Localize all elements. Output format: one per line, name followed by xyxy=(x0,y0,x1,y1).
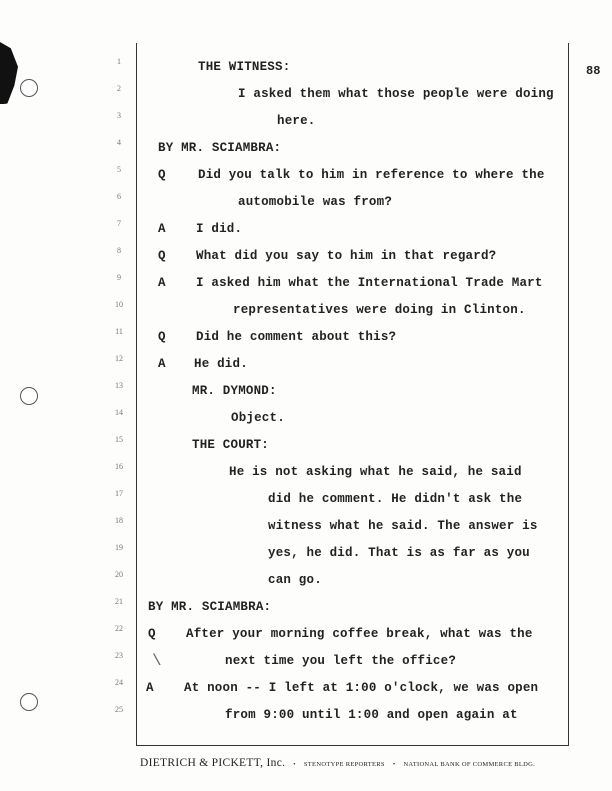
line-number: 16 xyxy=(115,462,123,471)
footer-separator: • xyxy=(392,761,396,768)
transcript-line: He is not asking what he said, he said xyxy=(229,465,522,479)
transcript-line: BY MR. SCIAMBRA: xyxy=(148,600,272,614)
speaker-label: Q xyxy=(158,168,166,182)
transcript-line: from 9:00 until 1:00 and open again at xyxy=(225,708,518,722)
footer-location: NATIONAL BANK OF COMMERCE BLDG. xyxy=(403,761,536,768)
speaker-label: Q xyxy=(158,249,166,263)
footer-service: STENOTYPE REPORTERS xyxy=(303,761,385,768)
speaker-label: A xyxy=(158,222,166,236)
line-number: 12 xyxy=(115,354,123,363)
line-number: 14 xyxy=(115,408,123,417)
line-number: 10 xyxy=(115,300,123,309)
transcript-line: MR. DYMOND: xyxy=(192,384,277,398)
line-number: 18 xyxy=(115,516,123,525)
transcript-line: BY MR. SCIAMBRA: xyxy=(158,141,282,155)
speaker-label: Q xyxy=(158,330,166,344)
transcript-line: THE WITNESS: xyxy=(198,60,291,74)
speaker-label: Q xyxy=(148,627,156,641)
transcript-line: At noon -- I left at 1:00 o'clock, we was open xyxy=(184,681,539,695)
punch-hole-top xyxy=(20,79,38,97)
line-number: 4 xyxy=(117,138,121,147)
transcript-line: After your morning coffee break, what was the xyxy=(186,627,533,641)
footer-firm: DIETRICH & PICKETT, Inc. xyxy=(140,757,286,769)
line-number: 17 xyxy=(115,489,123,498)
line-number: 6 xyxy=(117,192,121,201)
line-number: 15 xyxy=(115,435,123,444)
line-number: 20 xyxy=(115,570,123,579)
line-number: 21 xyxy=(115,597,123,606)
line-number: 25 xyxy=(115,705,123,714)
punch-hole-bottom xyxy=(20,693,38,711)
speaker-label: A xyxy=(158,276,166,290)
transcript-line: witness what he said. The answer is xyxy=(268,519,538,533)
line-number: 22 xyxy=(115,624,123,633)
transcript-line: He did. xyxy=(194,357,248,371)
line-number: 9 xyxy=(117,273,121,282)
transcript-line: I asked them what those people were doing xyxy=(238,87,554,101)
line-number: 23 xyxy=(115,651,123,660)
transcript-line: Did he comment about this? xyxy=(196,330,397,344)
transcript-line: can go. xyxy=(268,573,322,587)
line-number: 19 xyxy=(115,543,123,552)
transcript-line: I did. xyxy=(196,222,243,236)
transcript-line: Object. xyxy=(231,411,285,425)
transcript-line: yes, he did. That is as far as you xyxy=(268,546,530,560)
line-number: 3 xyxy=(117,111,121,120)
transcript-line: here. xyxy=(277,114,316,128)
transcript-line: representatives were doing in Clinton. xyxy=(233,303,526,317)
line-number: 2 xyxy=(117,84,121,93)
transcript-line: I asked him what the International Trade Mart xyxy=(196,276,543,290)
transcript-line: next time you left the office? xyxy=(225,654,457,668)
binding-shadow xyxy=(0,42,18,104)
line-number: 13 xyxy=(115,381,123,390)
transcript-line: What did you say to him in that regard? xyxy=(196,249,497,263)
footer-separator: • xyxy=(293,761,296,768)
transcript-line: automobile was from? xyxy=(238,195,393,209)
line-number: 1 xyxy=(117,57,121,66)
page-number: 88 xyxy=(586,64,601,78)
line-number: 5 xyxy=(117,165,121,174)
transcript-line: did he comment. He didn't ask the xyxy=(268,492,523,506)
line-number: 8 xyxy=(117,246,121,255)
line-number: 11 xyxy=(115,327,123,336)
speaker-label: A xyxy=(158,357,166,371)
line-number: 7 xyxy=(117,219,121,228)
transcript-line: THE COURT: xyxy=(192,438,270,452)
speaker-label: A xyxy=(146,681,154,695)
punch-hole-middle xyxy=(20,387,38,405)
transcript-line: Did you talk to him in reference to where the xyxy=(198,168,545,182)
line-number: 24 xyxy=(115,678,123,687)
pen-mark: \ xyxy=(152,652,162,670)
reporter-footer xyxy=(140,753,535,771)
